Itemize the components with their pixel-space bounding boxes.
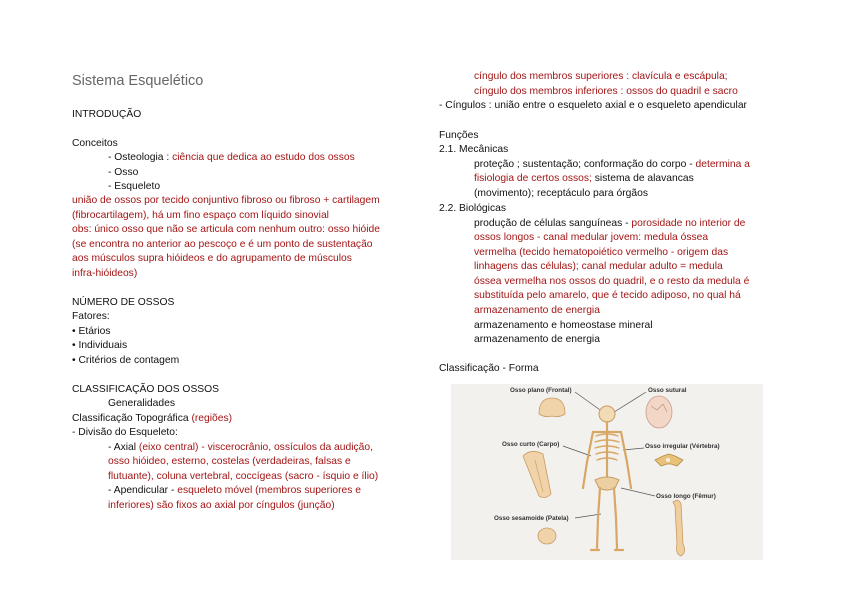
uniao-line-1: união de ossos por tecido conjuntivo fibroso ou fibroso + cartilagem [72, 195, 380, 206]
heading-classificacao: CLASSIFICAÇÃO DOS OSSOS [72, 384, 220, 395]
obs-line-1: obs: único osso que não se articula com nenhum outro: osso hióide [72, 224, 380, 235]
biologicas-line-4: linhagens das células); canal medular adulto = medula [474, 261, 723, 272]
obs-line-2: (se encontra no anterior ao pescoço e é um ponto de sustentação [72, 239, 373, 250]
obs-line-4: infra-hióideos) [72, 268, 138, 279]
biologicas-line-5: óssea vermelha nos ossos do quadril, e o resto da medula é [474, 276, 750, 287]
cingulos-def: - Cíngulos : união entre o esqueleto axial e o esqueleto apendicular [439, 100, 747, 111]
class-topo-regioes: (regiões) [191, 413, 233, 424]
heading-funcoes: Funções [439, 130, 479, 141]
label-osso-sutural: Osso sutural [648, 387, 687, 394]
fatores-label: Fatores: [72, 311, 110, 322]
class-topo-label: Classificação Topográfica [72, 413, 192, 424]
axial-line-3: flutuante), coluna vertebral, coccígeas (sacro - ísquio e ílio) [108, 471, 379, 482]
biologicas-line-2: ossos longos - canal medular jovem: medula óssea [474, 232, 709, 243]
skeleton-figure [583, 406, 631, 550]
apendicular-line-1 [108, 484, 361, 498]
biologicas-text: produção de células sanguíneas - [474, 218, 632, 229]
divisao-label: - Divisão do Esqueleto: [72, 427, 178, 438]
fator-item: • Critérios de contagem [72, 355, 180, 366]
mecanicas-line-3: (movimento); receptáculo para órgãos [474, 188, 648, 199]
apendicular-label: - Apendicular - [108, 485, 178, 496]
axial-desc: (eixo central) - viscerocrânio, ossículos da audição, [138, 442, 373, 453]
axial-label: - Axial [108, 442, 139, 453]
label-osso-irregular: Osso irregular (Vértebra) [645, 443, 720, 450]
label-osso-longo: Osso longo (Fêmur) [656, 493, 716, 500]
uniao-line-2: (fibrocartilagem), há um fino espaço com líquido sinovial [72, 210, 329, 221]
biologicas-line-9: armazenamento de energia [474, 334, 600, 345]
mecanicas-text: sistema de alavancas [591, 173, 694, 184]
vertebra-icon [655, 454, 683, 466]
label-osso-curto: Osso curto (Carpo) [502, 441, 560, 448]
biologicas-line-6: substituída pelo amarelo, que é tecido adiposo, no qual há [474, 290, 741, 301]
mecanicas-line-1 [474, 158, 750, 172]
item-osteologia [108, 151, 355, 165]
biologicas-line-7: armazenamento de energia [474, 305, 600, 316]
axial-line-1 [108, 441, 373, 455]
osteologia-def: ciência que dedica ao estudo dos ossos [172, 152, 355, 163]
heading-classificacao-forma: Classificação - Forma [439, 363, 539, 374]
heading-intro: INTRODUÇÃO [72, 109, 142, 120]
obs-line-3: aos músculos supra hióideos e do agrupamento de músculos [72, 253, 352, 264]
apendicular-line-2: inferiores) são fixos ao axial por cíngulos (junção) [108, 500, 335, 511]
skeleton-illustration [451, 384, 763, 560]
heading-mecanicas: 2.1. Mecânicas [439, 144, 509, 155]
fator-item: • Etários [72, 326, 111, 337]
biologicas-line-1 [474, 217, 745, 231]
bone-shapes-figure [451, 384, 763, 560]
fator-item: • Individuais [72, 340, 128, 351]
femur-icon [673, 500, 685, 556]
sutural-skull-icon [646, 396, 672, 428]
mecanicas-highlight: fisiologia de certos ossos; [474, 173, 592, 184]
label-osso-sesamoide: Osso sesamoide (Patela) [494, 515, 569, 522]
page-title: Sistema Esquelético [72, 73, 204, 89]
class-topografica [72, 412, 232, 426]
frontal-bone-icon [539, 398, 565, 417]
biologicas-line-3: vermelha (tecido hematopoiético vermelho - origem das [474, 247, 729, 258]
heading-conceitos: Conceitos [72, 138, 118, 149]
apendicular-desc: esqueleto móvel (membros superiores e [177, 485, 361, 496]
mecanicas-highlight: determina a [695, 159, 750, 170]
mecanicas-text: proteção ; sustentação; conformação do corpo - [474, 159, 696, 170]
mecanicas-line-2 [474, 172, 694, 186]
carpal-bones-icon [523, 451, 551, 497]
heading-numero: NÚMERO DE OSSOS [72, 297, 175, 308]
heading-biologicas: 2.2. Biológicas [439, 203, 506, 214]
patella-icon [538, 528, 556, 544]
axial-line-2: osso hióideo, esterno, costelas (verdadeiras, falsas e [108, 456, 351, 467]
label-osso-plano: Osso plano (Frontal) [510, 387, 572, 394]
osteologia-label: - Osteologia : [108, 152, 173, 163]
generalidades: Generalidades [108, 398, 175, 409]
cingulo-inferior: cíngulo dos membros inferiores : ossos do quadril e sacro [474, 86, 738, 97]
biologicas-line-8: armazenamento e homeostase mineral [474, 320, 653, 331]
biologicas-highlight: porosidade no interior de [631, 218, 746, 229]
cingulo-superior: cíngulo dos membros superiores : clavícula e escápula; [474, 71, 728, 82]
item-esqueleto: - Esqueleto [108, 181, 161, 192]
item-osso: - Osso [108, 167, 139, 178]
